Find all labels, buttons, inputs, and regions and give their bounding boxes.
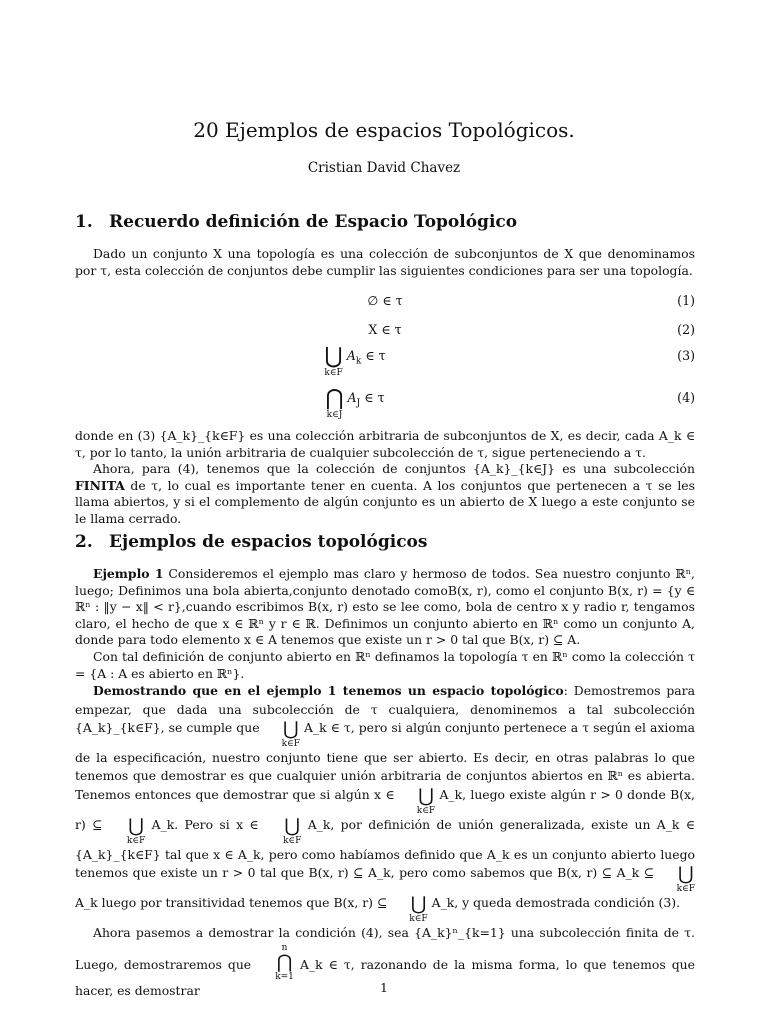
section-2-body	[75, 566, 695, 1000]
section-1-number: 1.	[75, 212, 93, 232]
union-symbol-1: ⋃ k∈F	[281, 717, 300, 749]
section-2-title: Ejemplos de espacios topológicos	[109, 532, 428, 552]
example-1-label: Ejemplo 1	[93, 566, 164, 581]
intersection-symbol: n ⋂ k=1	[275, 942, 294, 982]
page-number: 1	[380, 980, 388, 995]
equation-2-number: (2)	[677, 322, 695, 337]
equation-4-number: (4)	[677, 390, 695, 405]
section-1-intro	[75, 246, 695, 279]
section-2-number: 2.	[75, 532, 93, 552]
union-symbol-3: ⋃ k∈F	[126, 814, 146, 846]
proof-paragraph: Demostrando que en el ejemplo 1 tenemos un espacio topológico: Demostremos para empezar, que dada una subcolección de τ cualquiera, denominemos a tal subcolección {A_k}_{k∈F}, se cumple que ⋃ k∈F A_k ∈ τ, pero si algún conjunto pertenece a τ según el axioma de la especificación, nuestro conjunto tiene que ser abierto. Es decir, en otras palabras lo que tenemos que demostrar es que cualquier unión arbitraria de conjuntos abiertos en ℝⁿ es abierta. Tenemos entonces que demostrar que si algún x ∈ ⋃ k∈F A_k, luego existe algún r > 0 donde B(x, r) ⊆ ⋃ k∈F A_k. Pero si x ∈ ⋃ k∈F A_k, por definición de unión generalizada, existe un A_k ∈ {A_k}_{k∈F} tal que x ∈ A_k, pero como habíamos definido que A_k es un conjunto abierto luego tenemos que existe un r > 0 tal que B(x, r) ⊆ A_k, pero como sabemos que B(x, r) ⊆ A_k ⊆ ⋃ k∈F A_k luego por transitividad tenemos que B(x, r) ⊆ ⋃ k∈F A_k, y queda demostrada condición (3).	[75, 683, 695, 925]
example-1	[75, 566, 695, 649]
section-1-title: Recuerdo definición de Espacio Topológico	[109, 212, 518, 232]
topology-definition: Con tal definición de conjunto abierto en ℝⁿ definamos la topología τ en ℝⁿ como la colección τ = {A : A es abierto en ℝⁿ}.	[75, 648, 695, 681]
proof-heading: Demostrando que en el ejemplo 1 tenemos un espacio topológico	[93, 683, 564, 699]
equation-4: ⋂ k∈J $A_J$ ∈ τ (4)	[325, 386, 695, 420]
section-1-para-2: Ahora, para (4), tenemos que la colección de conjuntos {A_k}_{k∈J} es una subcolección FINITA de τ, lo cual es importante tener en cuenta. A los conjuntos que pertenecen a τ se les llama abiertos, y si el complemento de algún conjunto es un abierto de X luego a este conjunto se le llama cerrado.	[75, 461, 695, 526]
equation-1	[75, 293, 695, 323]
equation-3-number: (3)	[677, 348, 695, 363]
intersection-operator: ⋂ k∈J	[325, 386, 344, 420]
equation-1-number: (1)	[677, 293, 695, 308]
condition-4-paragraph: Ahora pasemos a demostrar la condición (4), sea {A_k}ⁿ_{k=1} una subcolección finita de τ. Luego, demostraremos que n ⋂ k=1 A_k ∈ τ, razonando de la misma forma, lo que tenemos que hacer, es demostrar	[75, 925, 695, 998]
paper-author: Cristian David Chavez	[307, 160, 461, 176]
equation-1-expr: ∅ ∈ τ	[367, 293, 403, 308]
equation-2-expr: X ∈ τ	[368, 322, 402, 337]
union-symbol-4: ⋃ k∈F	[282, 814, 302, 846]
union-operator: ⋃ k∈F	[324, 344, 343, 378]
section-1-heading	[75, 210, 517, 234]
union-symbol-2: ⋃ k∈F	[416, 784, 436, 816]
paper-title: 20 Ejemplos de espacios Topológicos.	[193, 118, 575, 142]
section-1-para-1: donde en (3) {A_k}_{k∈F} es una colección arbitraria de subconjuntos de X, es decir, cada A_k ∈ τ, por lo tanto, la unión arbitraria de cualquier subcolección de τ, sigue perteneciendo a τ.	[75, 428, 695, 460]
equation-3: ⋃ k∈F $A_k$ ∈ τ (3)	[324, 344, 695, 378]
union-symbol-5: ⋃ k∈F	[676, 863, 695, 895]
section-1-intro-text: Dado un conjunto X una topología es una colección de subconjuntos de X que denominamos por τ, esta colección de conjuntos debe cumplir las siguientes condiciones para ser una topología.	[75, 246, 695, 278]
section-1-body	[75, 428, 695, 528]
section-2-heading	[75, 530, 427, 554]
union-symbol-6: ⋃ k∈F	[409, 893, 428, 925]
example-1-text: Consideremos el ejemplo mas claro y hermoso de todos. Sea nuestro conjunto ℝⁿ, luego; Definimos una bola abierta,conjunto denotado comoB(x, r), como el conjunto B(x, r) = {y ∈ ℝⁿ : ‖y − x‖ < r},cuando escribimos B(x, r) esto se lee como, bola de centro x y radio r, tengamos claro, el hecho de que x ∈ ℝⁿ y r ∈ ℝ. Definimos un conjunto abierto en ℝⁿ como un conjunto A, donde para todo elemento x ∈ A tenemos que existe un r > 0 tal que B(x, r) ⊆ A.	[75, 566, 695, 648]
